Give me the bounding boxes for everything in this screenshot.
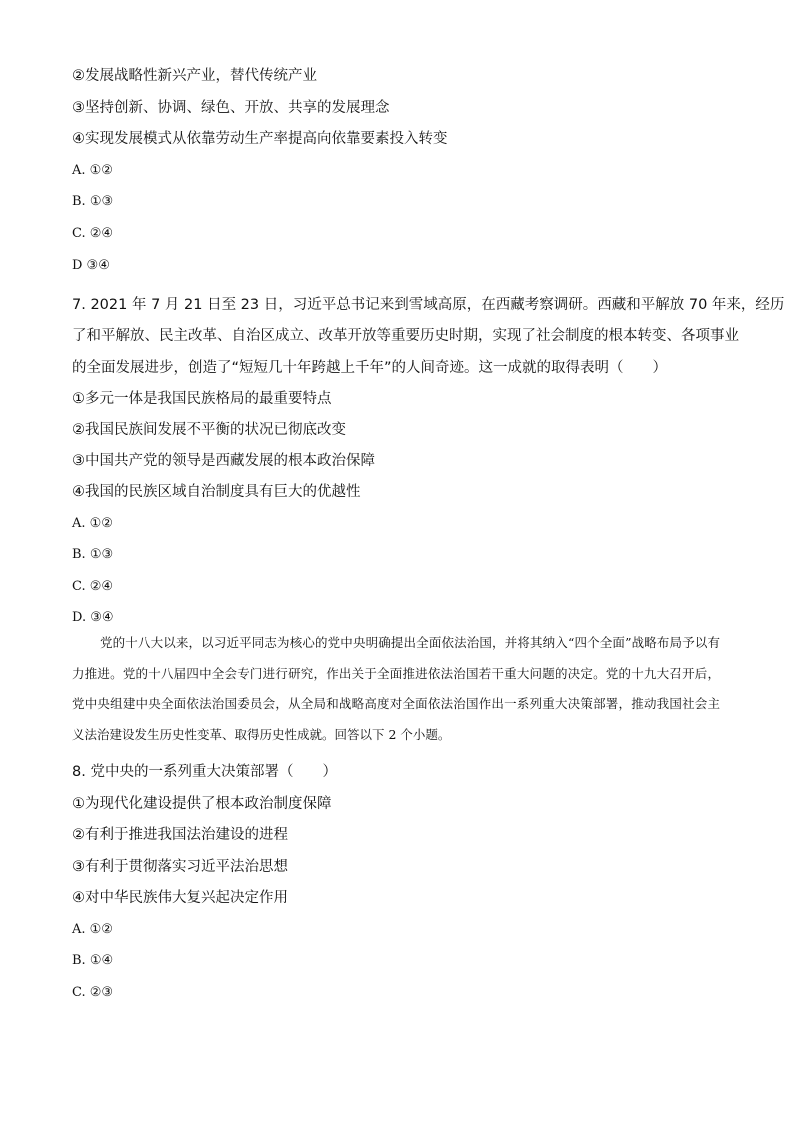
q7-option-c: C. ②④ <box>72 579 114 594</box>
q7-option-b: B. ①③ <box>72 547 114 562</box>
q6-option-c: C. ②④ <box>72 226 114 241</box>
q7-statement-2: ②我国民族间发展不平衡的状况已彻底改变 <box>72 422 346 438</box>
q6-statement-3: ③坚持创新、协调、绿色、开放、共享的发展理念 <box>72 100 390 116</box>
q8-statement-3: ③有利于贯彻落实习近平法治思想 <box>72 859 288 875</box>
q8-statement-4: ④对中华民族伟大复兴起决定作用 <box>72 890 288 906</box>
q7-stem-line-3: 的全面发展进步，创造了“短短几十年跨越上千年”的人间奇迹。这一成就的取得表明（ ） <box>72 360 668 376</box>
q7-stem-line-1: 7. 2021 年 7 月 21 日至 23 日，习近平总书记来到雪域高原，在西藏考察调研。西藏和平解放 70 年来，经历 <box>72 297 785 313</box>
q7-statement-4: ④我国的民族区域自治制度具有巨大的优越性 <box>72 484 361 500</box>
q8-option-a: A. ①② <box>72 922 113 937</box>
q8-option-c: C. ②③ <box>72 985 114 1000</box>
q7-option-a: A. ①② <box>72 516 113 531</box>
q7-statement-1: ①多元一体是我国民族格局的最重要特点 <box>72 391 332 407</box>
q6-option-b: B. ①③ <box>72 194 114 209</box>
q8-option-b: B. ①④ <box>72 953 114 968</box>
q8-statement-1: ①为现代化建设提供了根本政治制度保障 <box>72 796 332 812</box>
q8-statement-2: ②有利于推进我国法治建设的进程 <box>72 827 288 843</box>
reading-passage: 党的十八大以来，以习近平同志为核心的党中央明确提出全面依法治国，并将其纳入“四个全面”战略布局予以有力推进。党的十八届四中全会专门进行研究，作出关于全面推进依法治国若干重大问题的决定。党的十九大召开后，党中央组建中央全面依法治国委员会，从全局和战略高度对全面依法治国作出一系列重大决策部署，推动我国社会主义法治建设发生历史性变革、取得历史性成就。回答以下 2 个小题。 <box>72 635 720 742</box>
q6-statement-4: ④实现发展模式从依靠劳动生产率提高向依靠要素投入转变 <box>72 131 448 147</box>
q7-option-d: D. ③④ <box>72 610 114 625</box>
q6-option-d: D ③④ <box>72 258 110 273</box>
q7-statement-3: ③中国共产党的领导是西藏发展的根本政治保障 <box>72 453 375 469</box>
q6-option-a: A. ①② <box>72 163 113 178</box>
q8-stem: 8. 党中央的一系列重大决策部署（ ） <box>72 764 337 780</box>
q7-stem-line-2: 了和平解放、民主改革、自治区成立、改革开放等重要历史时期，实现了社会制度的根本转变、各项事业 <box>72 328 739 344</box>
q6-statement-2: ②发展战略性新兴产业，替代传统产业 <box>72 68 317 84</box>
